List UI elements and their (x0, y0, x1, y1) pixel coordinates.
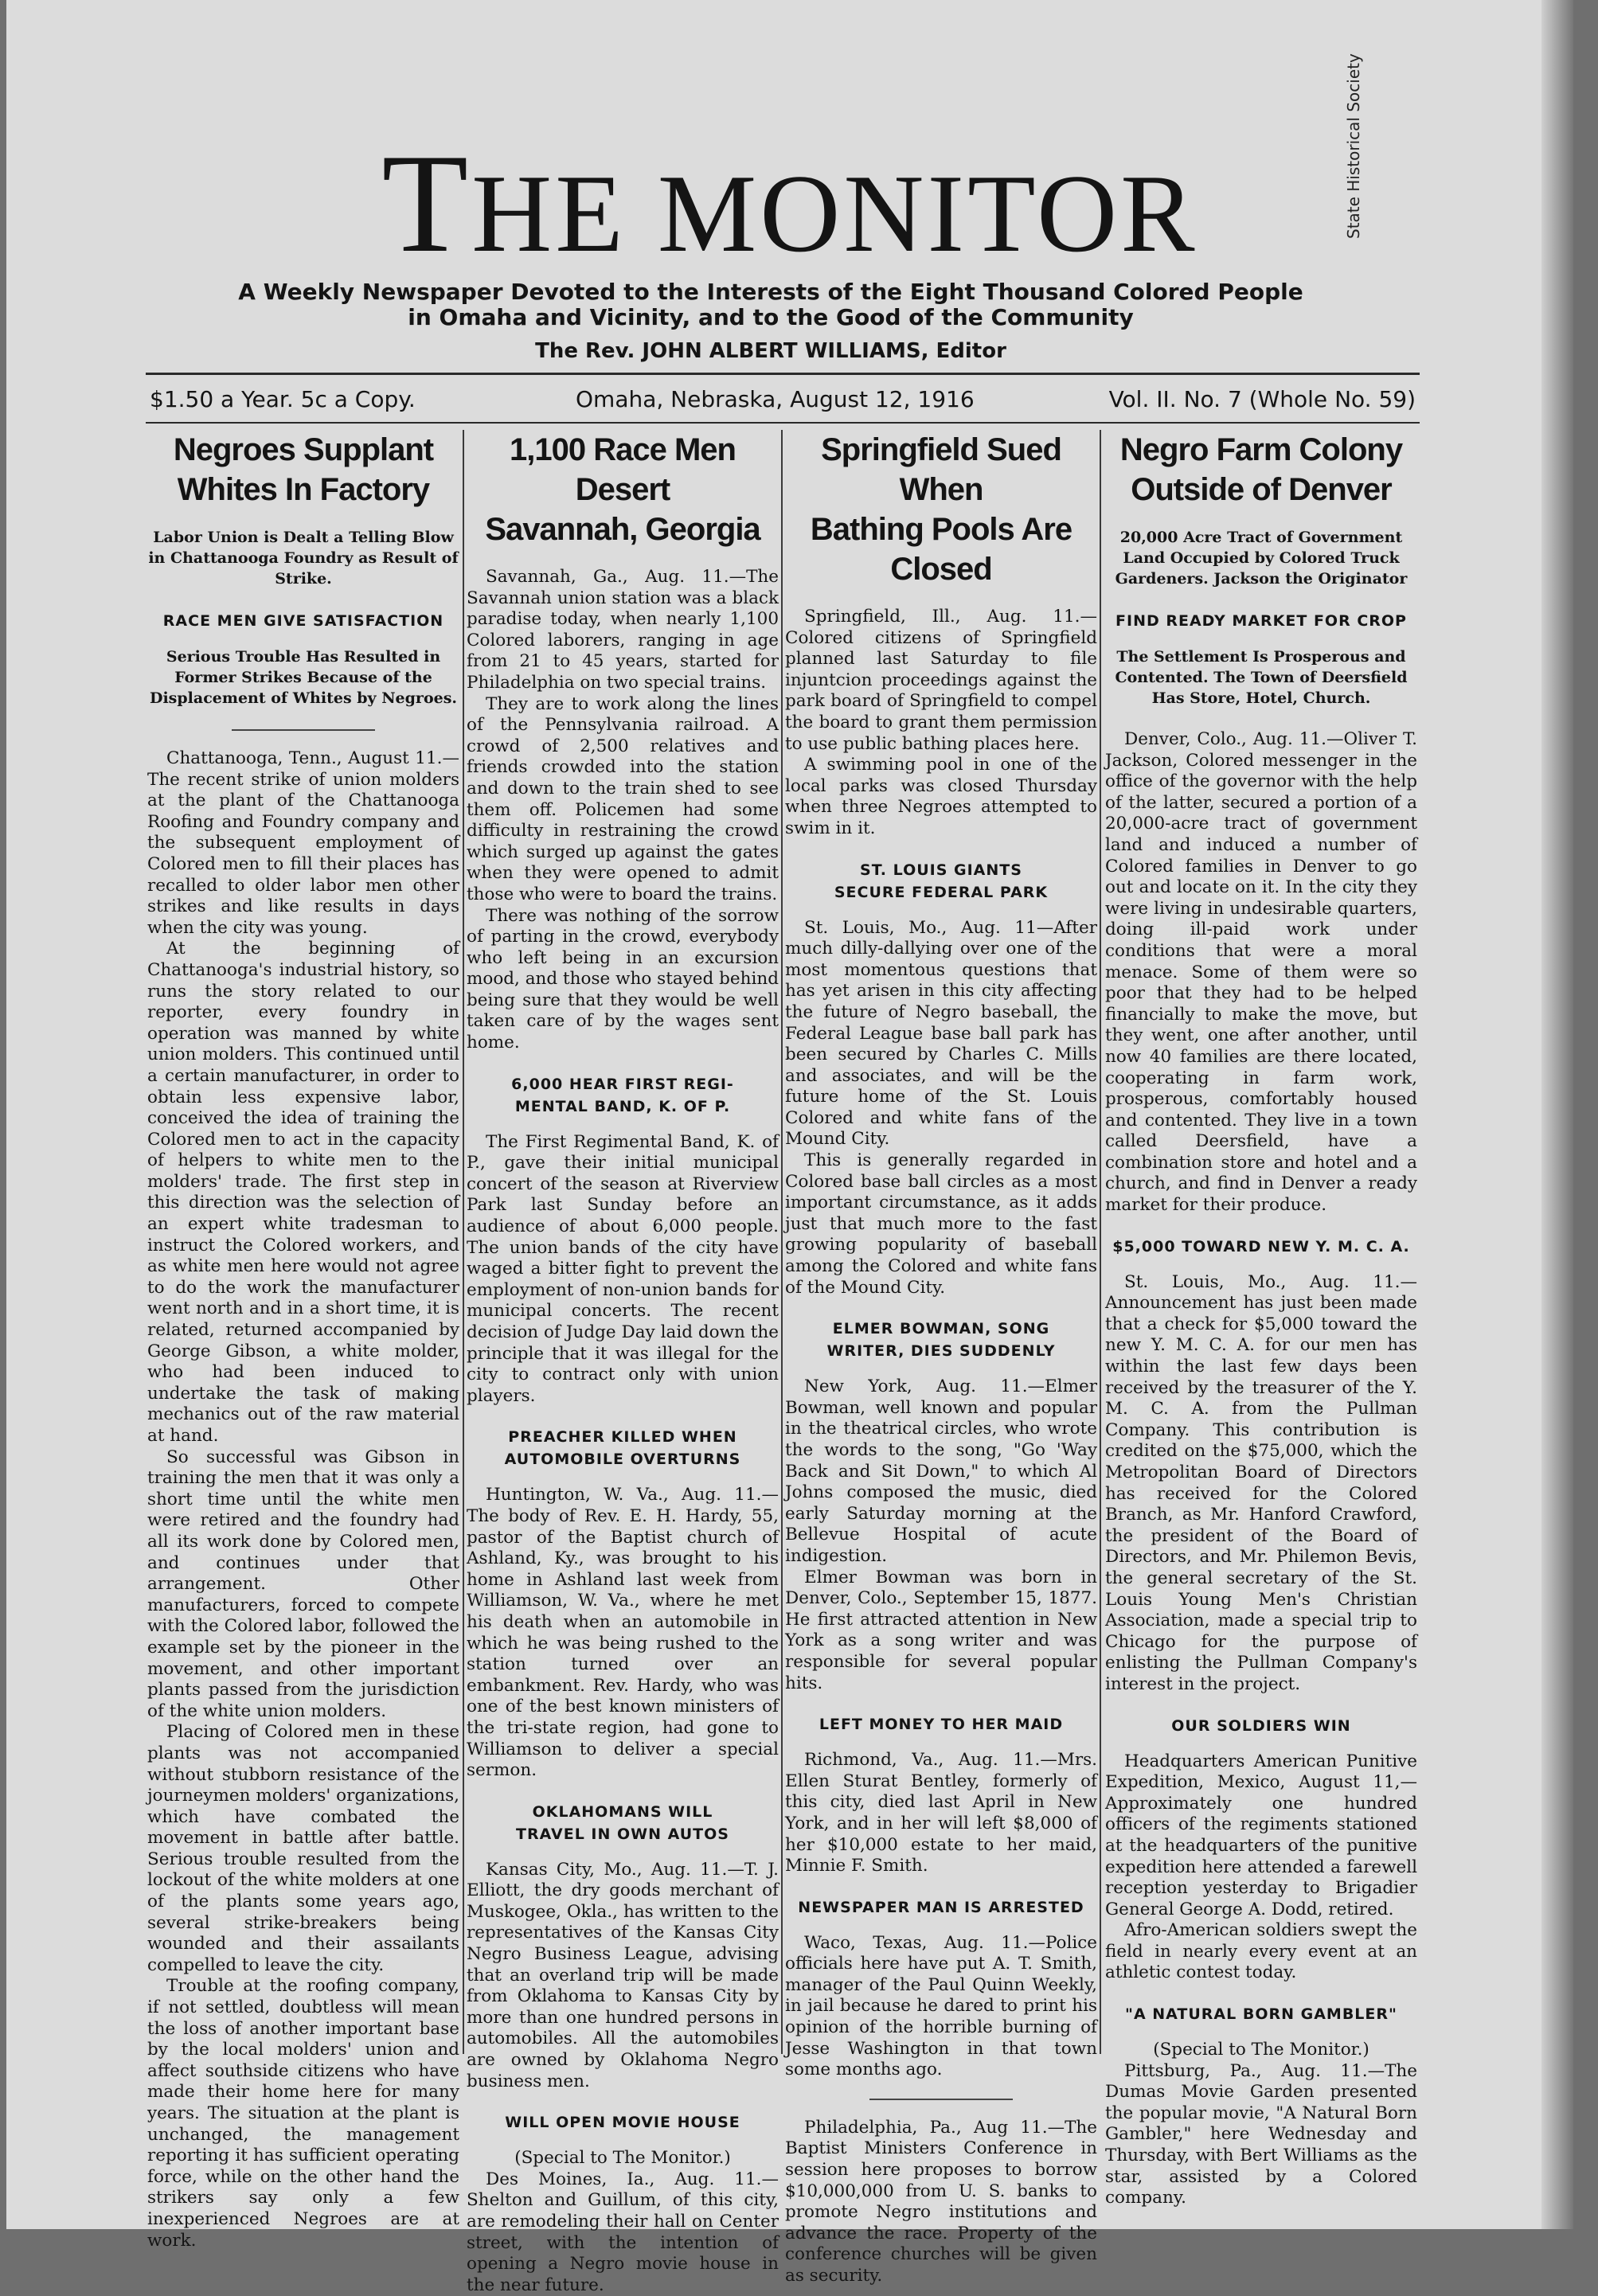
editor-line: The Rev. JOHN ALBERT WILLIAMS, Editor (535, 339, 1006, 363)
subhead: ST. LOUIS GIANTS SECURE FEDERAL PARK (834, 861, 1049, 901)
paragraph: Waco, Texas, Aug. 11.—Police officials here have put A. T. Smith, manager of the Paul Quinn Weekly, in jail because he dared to print his opinion of the horrible burning of Jesse Washington in that town some months ago. (785, 1932, 1097, 2080)
subtitle-line-1: A Weekly Newspaper Devoted to the Interests of the Eight Thousand Colored People (238, 279, 1303, 305)
paragraph: St. Louis, Mo., Aug. 11.—Announcement has just been made that a check for $5,000 toward the new Y. M. C. A. for our men has within the last few days been received by the treasurer of the Y. M. C. A. from the Pullman Company. This contribution is credited on the $75,000, which the Metropolitan Board of Directors has received for the Colored Branch, as Mr. Hanford Crawford, the president of the Board of Directors, and Mr. Philemon Bevis, the general secretary of the St. Louis Young Men's Christian Association, made a special trip to Chicago for the purpose of enlisting the Pullman Company's interest in the project. (1105, 1271, 1417, 1694)
deck: Serious Trouble Has Resulted in Former Strikes Because of the Displacement of Whites by Negroes. (149, 648, 458, 707)
subhead: NEWSPAPER MAN IS ARRESTED (798, 1898, 1084, 1916)
paragraph: They are to work along the lines of the Pennsylvania railroad. A crowd of 2,500 relatives and friends crowded into the station and down to the train shed to see them off. Policemen had some difficulty in restraining the crowd which surged up against the gates when they were opened to admit those who were to board the trains. (467, 693, 779, 904)
paragraph: At the beginning of Chattanooga's industrial history, so runs the story related to our reporter, every foundry in operation was manned by white union molders. This continued until a certain manufacturer, in order to obtain less expensive labor, conceived the idea of training the Colored men to act in the capacity of helpers to white men to the molders' trade. The first step in this direction was the selection of an expert white tradesman to instruct the Colored workers, and as white men here would not agree to do the work the manufacturer went north and in a short time, it is related, returned accompanied by George Gibson, a white molder, who had been induced to undertake the task of making mechanics out of the raw material at hand. (147, 939, 459, 1446)
paragraph: St. Louis, Mo., Aug. 11—After much dilly-dallying over one of the most momentous questions that has yet arisen in this city affecting the future of Negro baseball, the Federal League base ball park has been secured by Charles C. Mills and associates, and will be the future home of the St. Louis Colored and white fans of the Mound City. (785, 917, 1097, 1150)
paragraph: Kansas City, Mo., Aug. 11.—T. J. Elliott, the dry goods merchant of Muskogee, Okla., has written to the representatives of the Kansas City Negro Business League, advising that an overland trip will be made from Oklahoma to Kansas City by more than one hundred persons in automobiles. All the automobiles are owned by Oklahoma Negro business men. (467, 1859, 779, 2091)
deck: Labor Union is Dealt a Telling Blow in Chattanooga Foundry as Result of Strike. (148, 529, 459, 588)
column-rule-1 (463, 430, 464, 2054)
paragraph: There was nothing of the sorrow of parting in the crowd, everybody who left being in an excursion mood, and those who stayed behind being sure that they would be well taken care of by the wages sent home. (467, 905, 779, 1053)
masthead (6, 123, 1573, 294)
paragraph: New York, Aug. 11.—Elmer Bowman, well known and popular in the theatrical circles, who wrote the words to the song, "Go 'Way Back and Sit Down," to which Al Johns composed the music, died early Saturday morning at the Bellevue Hospital of acute indigestion. (785, 1376, 1097, 1566)
headline-negroes-supplant: Negroes Supplant Whites In Factory (173, 432, 434, 507)
divider (869, 2099, 1013, 2100)
subhead: RACE MEN GIVE SATISFACTION (162, 612, 444, 630)
dateline (150, 382, 1416, 417)
paragraph: This is generally regarded in Colored base ball circles as a most important circumstance, as it adds just that much more to the fast growing popularity of baseball among the Colored and white fans of the Mound City. (785, 1150, 1097, 1298)
subhead: OKLAHOMANS WILL TRAVEL IN OWN AUTOS (516, 1802, 729, 1843)
paragraph: Philadelphia, Pa., Aug 11.—The Baptist Ministers Conference in session here proposes to borrow $10,000,000 from U. S. banks to promote Negro institutions and advance the race. Property of the conference churches will be given as security. (785, 2117, 1097, 2286)
divider (232, 729, 375, 731)
headline-springfield-sued: Springfield Sued When Bathing Pools Are Closed (810, 432, 1072, 587)
headline-farm-colony: Negro Farm Colony Outside of Denver (1119, 432, 1403, 507)
top-rule (146, 373, 1420, 375)
subhead: FIND READY MARKET FOR CROP (1115, 612, 1407, 630)
paragraph: Pittsburg, Pa., Aug. 11.—The Dumas Movie Garden presented the popular movie, "A Natural Born Gambler," here Wednesday and Thursday, with Bert Williams as the star, assisted by a Colored company. (1105, 2060, 1417, 2208)
paragraph: Headquarters American Punitive Expedition, Mexico, August 11,—Approximately one hundred officers of the regiments stationed at the headquarters of the punitive expedition here attended a farewell reception yesterday to Brigadier General George A. Dodd, retired. (1105, 1751, 1417, 1919)
subhead: PREACHER KILLED WHEN AUTOMOBILE OVERTURNS (504, 1428, 741, 1469)
price: $1.50 a Year. 5c a Copy. (150, 386, 416, 412)
paragraph: So successful was Gibson in training the men that it was only a short time until the white men were retired and the foundry had all its work done by Colored men, and continues under that arrangement. Other manufacturers, forced to compete with the Colored labor, followed the example set by the pioneer in the movement, and other important plants passed from the jurisdiction of the white union molders. (147, 1447, 459, 1721)
newspaper-page (6, 0, 1573, 2295)
headline-race-men-desert: 1,100 Race Men Desert Savannah, Georgia (485, 432, 760, 547)
volume: Vol. II. No. 7 (Whole No. 59) (1108, 386, 1416, 412)
place-date: Omaha, Nebraska, August 12, 1916 (576, 386, 975, 412)
deck: 20,000 Acre Tract of Government Land Occupied by Colored Truck Gardeners. Jackson the Originator (1115, 529, 1408, 588)
paragraph: Huntington, W. Va., Aug. 11.—The body of Rev. E. H. Hardy, 55, pastor of the Baptist church of Ashland, Ky., was brought to his home in Ashland last week from Williamson, W. Va., where he met his death when an automobile in which he was being rushed to the station turned over an embankment. Rev. Hardy, who was one of the best known ministers of the tri-state region, had gone to Williamson to deliver a special sermon. (467, 1485, 779, 1781)
page-edge (1541, 0, 1573, 2229)
paragraph: Richmond, Va., Aug. 11.—Mrs. Ellen Sturat Bentley, formerly of this city, died last April in New York, and in her will left $8,000 of her $10,000 estate to her maid, Minnie F. Smith. (785, 1750, 1097, 1876)
paragraph: Trouble at the roofing company, if not settled, doubtless will mean the loss of another important base by the local molders' union and affect southside citizens who have made their home here for many years. The situation at the plant is unchanged, the management reporting it has sufficient operating force, while on the other hand the strikers say only a few inexperienced Negroes are at work. (147, 1976, 459, 2251)
paragraph: Afro-American soldiers swept the field in nearly every event at an athletic contest today. (1105, 1920, 1417, 1983)
paragraph: Elmer Bowman was born in Denver, Colo., September 15, 1877. He first attracted attention in New York as a song writer and was responsible for several popular hits. (785, 1567, 1097, 1693)
paragraph: Springfield, Ill., Aug. 11.—Colored citizens of Springfield planned last Saturday to file injuntcion proceedings against the park board of Springfield to compel the board to grant them permission to use public bathing places here. (785, 607, 1097, 754)
subhead: $5,000 TOWARD NEW Y. M. C. A. (1112, 1237, 1410, 1255)
paragraph: Placing of Colored men in these plants was not accompanied without stubborn resistance of the journeymen molders' organizations, which have combated the movement in battle after battle. Serious trouble resulted from the lockout of the white molders at one of the plants some years ago, several strike-breakers being wounded and their assailants compelled to leave the city. (147, 1722, 459, 1975)
masthead-rest: HE MONITOR (471, 152, 1198, 275)
subhead: WILL OPEN MOVIE HOUSE (505, 2114, 740, 2132)
paragraph: Chattanooga, Tenn., August 11.—The recent strike of union molders at the plant of the Chattanooga Roofing and Foundry company and the subsequent employment of Colored men to fill their places has recalled to older labor men other strikes and like results in days when the city was young. (147, 748, 459, 938)
paragraph: Savannah, Ga., Aug. 11.—The Savannah union station was a black paradise today, when nearly 1,100 Colored laborers, ranging in age from 21 to 45 years, started for Philadelphia on two special trains. (467, 567, 779, 693)
paragraph: Des Moines, Ia., Aug. 11.—Shelton and Guillum, of this city, are remodeling their hall on Center street, with the intention of opening a Negro movie house in the near future. (467, 2169, 779, 2295)
masthead-lead: T (381, 124, 472, 282)
subhead: OUR SOLDIERS WIN (1171, 1716, 1351, 1735)
subhead: LEFT MONEY TO HER MAID (819, 1716, 1064, 1734)
special-credit: (Special to The Monitor.) (514, 2148, 731, 2169)
column-rule-3 (1100, 430, 1101, 2054)
deck: The Settlement Is Prosperous and Contented. The Town of Deersfield Has Store, Hotel, Church. (1115, 648, 1408, 707)
subhead: ELMER BOWMAN, SONG WRITER, DIES SUDDENLY (826, 1320, 1056, 1361)
subhead: 6,000 HEAR FIRST REGI- MENTAL BAND, K. OF P. (511, 1075, 734, 1115)
column-rule-2 (781, 430, 783, 2054)
paragraph: Denver, Colo., Aug. 11.—Oliver T. Jackson, Colored messenger in the office of the governor with the help of the latter, secured a portion of a 20,000-acre tract of government land and induced a number of Colored families in Denver to go out and locate on it. In the city they were living in undesirable quarters, doing ill-paid work under conditions that were a moral menace. Some of them were so poor that they had to be helped financially to make the move, but they went, one after another, until now 40 families are there located, cooperating in farm work, prosperous, comfortably housed and contented. They live in a town called Deersfield, have a combination store and hotel and a church, and find in Denver a ready market for their produce. (1105, 729, 1417, 1216)
subhead: "A NATURAL BORN GAMBLER" (1125, 2005, 1397, 2024)
archive-stamp: State Historical Society (1344, 53, 1363, 239)
bottom-rule (146, 422, 1420, 424)
column-3 (785, 430, 1097, 2287)
column-4 (1105, 430, 1417, 2209)
special-credit: (Special to The Monitor.) (1153, 2040, 1369, 2060)
paragraph: The First Regimental Band, K. of P., gave their initial municipal concert of the season at Riverview Park last Sunday before an audience of about 6,000 people. The union bands of the city have waged a bitter fight to prevent the employment of non-union bands for municipal concerts. The recent decision of Judge Day laid down the principle that it was illegal for the city to contract only with union players. (467, 1131, 779, 1406)
paragraph: A swimming pool in one of the local parks was closed Thursday when three Negroes attempted to swim in it. (785, 755, 1097, 838)
column-1 (147, 430, 459, 2251)
column-2 (467, 430, 779, 2296)
subtitle-line-2: in Omaha and Vicinity, and to the Good of the Community (408, 304, 1134, 330)
